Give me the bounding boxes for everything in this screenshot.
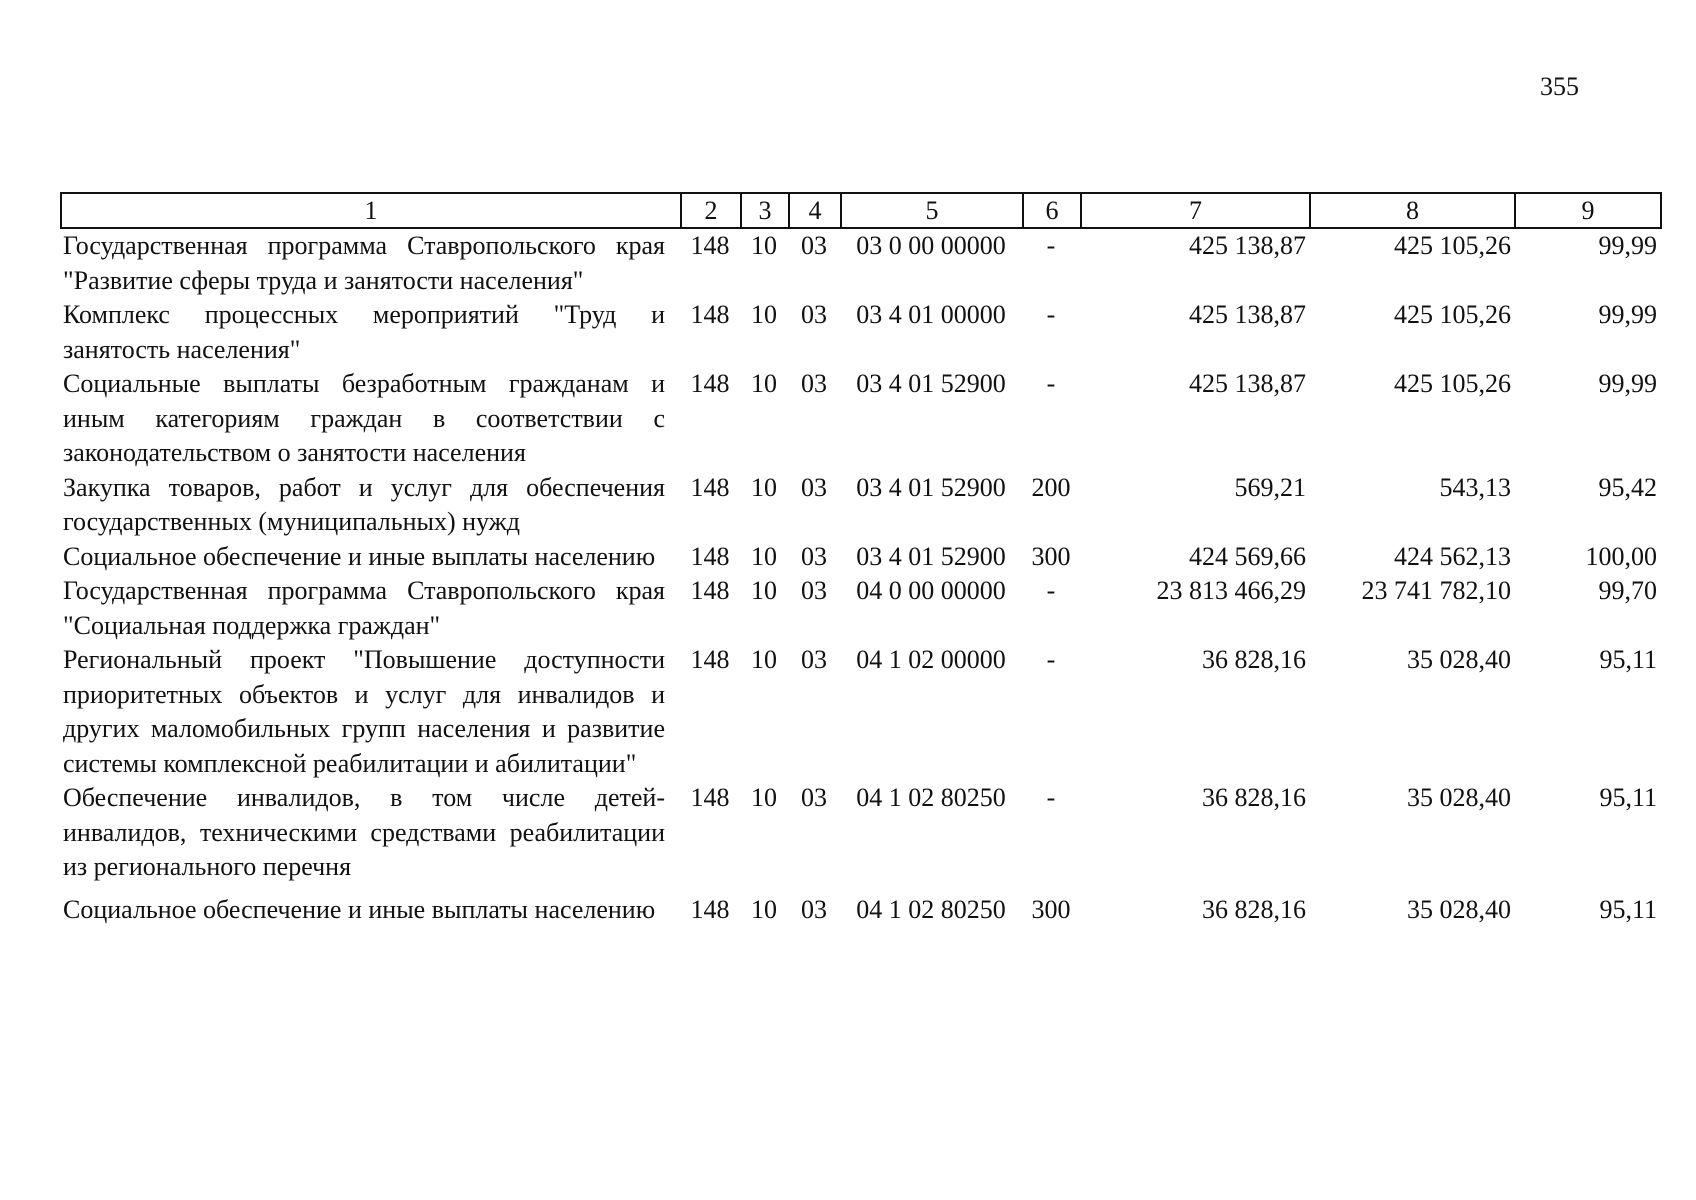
- section-cell: 10: [751, 645, 777, 674]
- admin-code-cell: 148: [690, 894, 730, 924]
- row-name-cell: Социальное обеспечение и иные выплаты населению: [63, 894, 656, 924]
- table-body: [61, 228, 1661, 927]
- approved-amount-cell: 36 828,16: [1202, 894, 1306, 924]
- target-article-cell: 03 0 00 00000: [856, 231, 1006, 260]
- execution-percent-cell: 100,00: [1585, 541, 1657, 571]
- subsection-cell: 03: [801, 472, 827, 502]
- execution-percent-cell: 95,11: [1599, 894, 1657, 924]
- row-name-cell: Комплекс процессных мероприятий "Труд и занятость населения": [63, 300, 665, 364]
- column-header: 7: [1081, 193, 1310, 228]
- executed-amount-cell: 425 105,26: [1394, 300, 1511, 329]
- subsection-cell: 03: [801, 231, 827, 260]
- execution-percent-cell: 99,70: [1598, 576, 1657, 605]
- executed-amount-cell: 23 741 782,10: [1361, 576, 1511, 605]
- row-name-cell: Обеспечение инвалидов, в том числе детей-инвалидов, техническими средствами реабилитации из регионального перечня: [63, 783, 665, 881]
- execution-percent-cell: 99,99: [1598, 369, 1657, 398]
- expense-type-cell: -: [1046, 645, 1056, 674]
- column-header: 4: [789, 193, 841, 228]
- target-article-cell: 04 1 02 80250: [856, 783, 1006, 812]
- executed-amount-cell: 425 105,26: [1394, 231, 1511, 260]
- expense-type-cell: 300: [1031, 541, 1071, 571]
- approved-amount-cell: 425 138,87: [1189, 369, 1306, 398]
- row-name-cell: Закупка товаров, работ и услуг для обеспечения государственных (муниципальных) нужд: [63, 472, 665, 536]
- admin-code-cell: 148: [690, 645, 730, 674]
- execution-percent-cell: 95,11: [1599, 783, 1657, 812]
- section-cell: 10: [751, 300, 777, 329]
- column-header: 2: [681, 193, 741, 228]
- approved-amount-cell: 424 569,66: [1189, 541, 1306, 571]
- execution-percent-cell: 95,11: [1599, 645, 1657, 674]
- section-cell: 10: [751, 541, 777, 571]
- budget-table-container: [60, 192, 1660, 927]
- column-number-header-row: [61, 193, 1661, 228]
- executed-amount-cell: 424 562,13: [1394, 541, 1511, 571]
- table-row: [61, 540, 1661, 575]
- admin-code-cell: 148: [690, 231, 730, 260]
- section-cell: 10: [751, 231, 777, 260]
- section-cell: 10: [751, 783, 777, 812]
- budget-table: [60, 192, 1662, 927]
- approved-amount-cell: 23 813 466,29: [1156, 576, 1306, 605]
- section-cell: 10: [751, 472, 777, 502]
- expense-type-cell: -: [1046, 576, 1056, 605]
- expense-type-cell: -: [1046, 369, 1056, 398]
- subsection-cell: 03: [801, 645, 827, 674]
- target-article-cell: 04 1 02 80250: [856, 894, 1006, 924]
- table-row: [61, 471, 1661, 540]
- target-article-cell: 03 4 01 00000: [856, 300, 1006, 329]
- column-header: 9: [1515, 193, 1661, 228]
- table-row: [61, 228, 1661, 298]
- column-header: 6: [1023, 193, 1081, 228]
- column-header: 5: [841, 193, 1023, 228]
- execution-percent-cell: 95,42: [1598, 472, 1657, 502]
- subsection-cell: 03: [801, 576, 827, 605]
- executed-amount-cell: 35 028,40: [1407, 783, 1511, 812]
- admin-code-cell: 148: [690, 576, 730, 605]
- subsection-cell: 03: [801, 300, 827, 329]
- subsection-cell: 03: [801, 894, 827, 924]
- table-row: [61, 781, 1661, 885]
- admin-code-cell: 148: [690, 783, 730, 812]
- expense-type-cell: -: [1046, 783, 1056, 812]
- table-row: [61, 298, 1661, 367]
- admin-code-cell: 148: [690, 541, 730, 571]
- admin-code-cell: 148: [690, 472, 730, 502]
- admin-code-cell: 148: [690, 300, 730, 329]
- executed-amount-cell: 35 028,40: [1407, 894, 1511, 924]
- target-article-cell: 03 4 01 52900: [856, 369, 1006, 398]
- expense-type-cell: -: [1046, 300, 1056, 329]
- section-cell: 10: [751, 576, 777, 605]
- target-article-cell: 04 1 02 00000: [856, 645, 1006, 674]
- admin-code-cell: 148: [690, 369, 730, 398]
- approved-amount-cell: 569,21: [1234, 472, 1306, 502]
- execution-percent-cell: 99,99: [1598, 231, 1657, 260]
- row-name-cell: Социальные выплаты безработным гражданам и иным категориям граждан в соответствии с законодательством о занятости населения: [63, 369, 665, 467]
- section-cell: 10: [751, 894, 777, 924]
- target-article-cell: 04 0 00 00000: [856, 576, 1006, 605]
- column-header: 8: [1310, 193, 1515, 228]
- table-row: [61, 885, 1661, 928]
- expense-type-cell: 200: [1031, 472, 1071, 502]
- column-header: 1: [61, 193, 681, 228]
- approved-amount-cell: 425 138,87: [1189, 231, 1306, 260]
- table-row: [61, 643, 1661, 781]
- page-number: 355: [1540, 72, 1579, 101]
- approved-amount-cell: 36 828,16: [1202, 645, 1306, 674]
- executed-amount-cell: 425 105,26: [1394, 369, 1511, 398]
- row-name-cell: Региональный проект "Повышение доступности приоритетных объектов и услуг для инвалидов и других маломобильных групп населения и развитие системы комплексной реабилитации и абилитации": [63, 645, 665, 778]
- executed-amount-cell: 543,13: [1439, 472, 1511, 502]
- executed-amount-cell: 35 028,40: [1407, 645, 1511, 674]
- expense-type-cell: 300: [1031, 894, 1071, 924]
- approved-amount-cell: 425 138,87: [1189, 300, 1306, 329]
- execution-percent-cell: 99,99: [1598, 300, 1657, 329]
- column-header: 3: [741, 193, 789, 228]
- row-name-cell: Государственная программа Ставропольского края "Развитие сферы труда и занятости населения": [63, 231, 665, 295]
- table-row: [61, 367, 1661, 471]
- row-name-cell: Социальное обеспечение и иные выплаты населению: [63, 541, 656, 571]
- subsection-cell: 03: [801, 369, 827, 398]
- target-article-cell: 03 4 01 52900: [856, 541, 1006, 571]
- section-cell: 10: [751, 369, 777, 398]
- subsection-cell: 03: [801, 783, 827, 812]
- approved-amount-cell: 36 828,16: [1202, 783, 1306, 812]
- target-article-cell: 03 4 01 52900: [856, 472, 1006, 502]
- row-name-cell: Государственная программа Ставропольского края "Социальная поддержка граждан": [63, 576, 665, 640]
- expense-type-cell: -: [1046, 231, 1056, 260]
- table-row: [61, 574, 1661, 643]
- subsection-cell: 03: [801, 541, 827, 571]
